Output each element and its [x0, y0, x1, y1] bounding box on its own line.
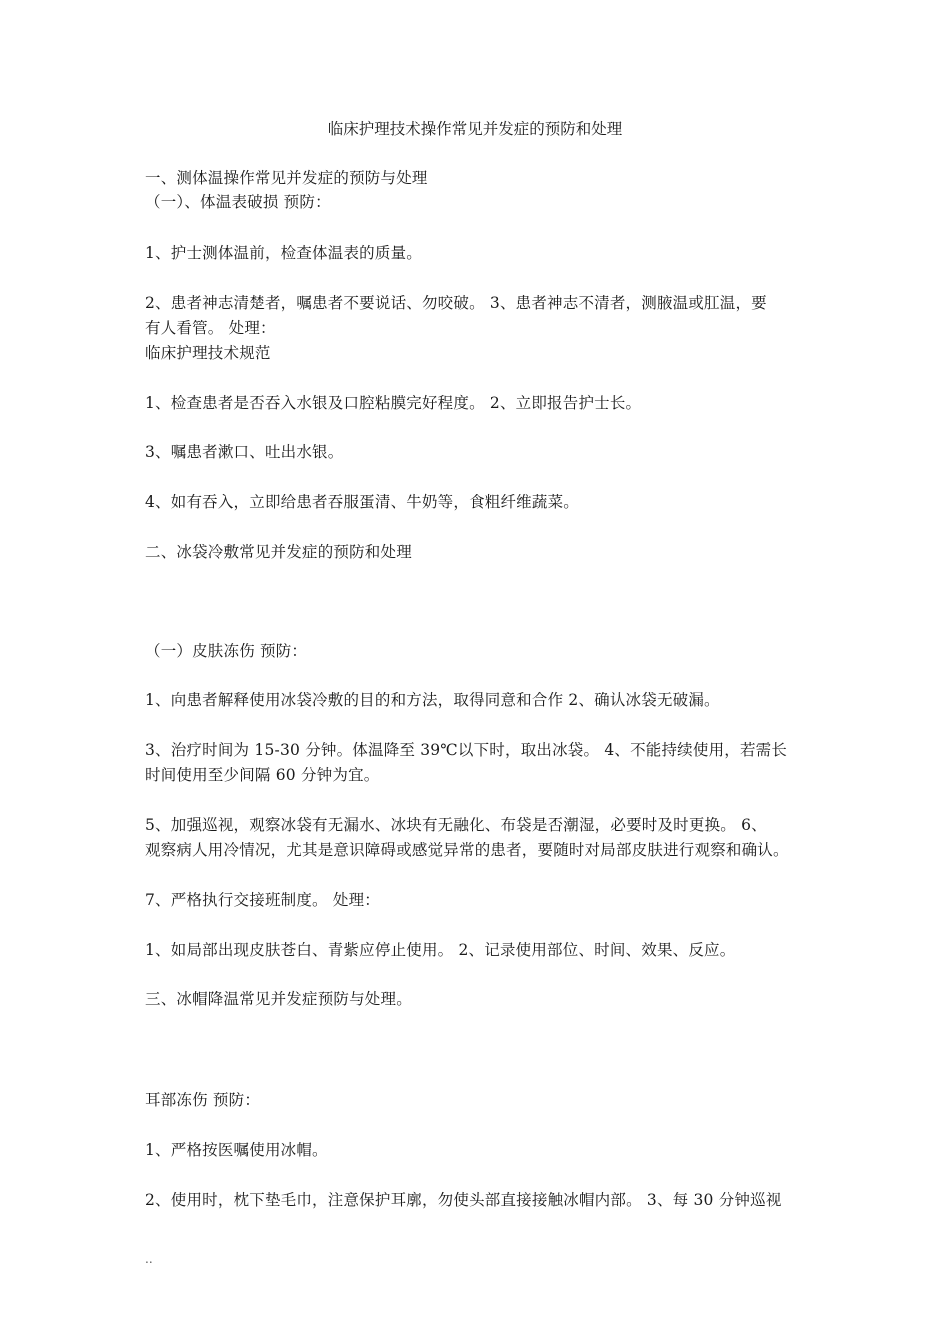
subsection-heading: （一）、体温表破损 预防：	[145, 193, 331, 211]
paragraph: 2、患者神志清楚者，嘱患者不要说话、勿咬破。 3、患者神志不清者，测腋温或肛温，要	[145, 294, 767, 312]
paragraph: 7、严格执行交接班制度。 处理：	[145, 891, 380, 909]
paragraph: 3、嘱患者漱口、吐出水银。	[145, 443, 344, 461]
section-heading-3: 三、冰帽降温常见并发症预防与处理。	[145, 990, 412, 1008]
paragraph: 1、严格按医嘱使用冰帽。	[145, 1141, 328, 1159]
subsection-heading: （一）皮肤冻伤 预防：	[145, 642, 308, 660]
paragraph: 3、治疗时间为 15-30 分钟。体温降至 39℃以下时，取出冰袋。 4、不能持续使用，若需长	[145, 741, 788, 759]
paragraph: 1、护士测体温前，检查体温表的质量。	[145, 244, 422, 262]
paragraph: 2、使用时，枕下垫毛巾，注意保护耳廓，勿使头部直接接触冰帽内部。 3、每 30 分钟巡视	[145, 1191, 782, 1209]
paragraph: 1、检查患者是否吞入水银及口腔粘膜完好程度。 2、立即报告护士长。	[145, 394, 642, 412]
page-footer-mark: ..	[145, 1252, 153, 1266]
paragraph: 1、向患者解释使用冰袋冷敷的目的和方法，取得同意和合作 2、确认冰袋无破漏。	[145, 691, 720, 709]
paragraph: 5、加强巡视，观察冰袋有无漏水、冰块有无融化、布袋是否潮湿，必要时及时更换。 6、	[145, 816, 767, 834]
paragraph: 1、如局部出现皮肤苍白、青紫应停止使用。 2、记录使用部位、时间、效果、反应。	[145, 941, 736, 959]
paragraph: 4、如有吞入，立即给患者吞服蛋清、牛奶等，食粗纤维蔬菜。	[145, 493, 579, 511]
paragraph: 观察病人用冷情况，尤其是意识障碍或感觉异常的患者，要随时对局部皮肤进行观察和确认。	[145, 841, 789, 859]
paragraph: 有人看管。 处理：	[145, 319, 276, 337]
section-heading-2: 二、冰袋冷敷常见并发症的预防和处理	[145, 543, 412, 561]
section-heading-1: 一、测体温操作常见并发症的预防与处理	[145, 169, 428, 187]
paragraph: 临床护理技术规范	[145, 344, 271, 362]
paragraph: 时间使用至少间隔 60 分钟为宜。	[145, 766, 380, 784]
document-title: 临床护理技术操作常见并发症的预防和处理	[327, 120, 623, 138]
subsection-heading: 耳部冻伤 预防：	[145, 1091, 261, 1109]
